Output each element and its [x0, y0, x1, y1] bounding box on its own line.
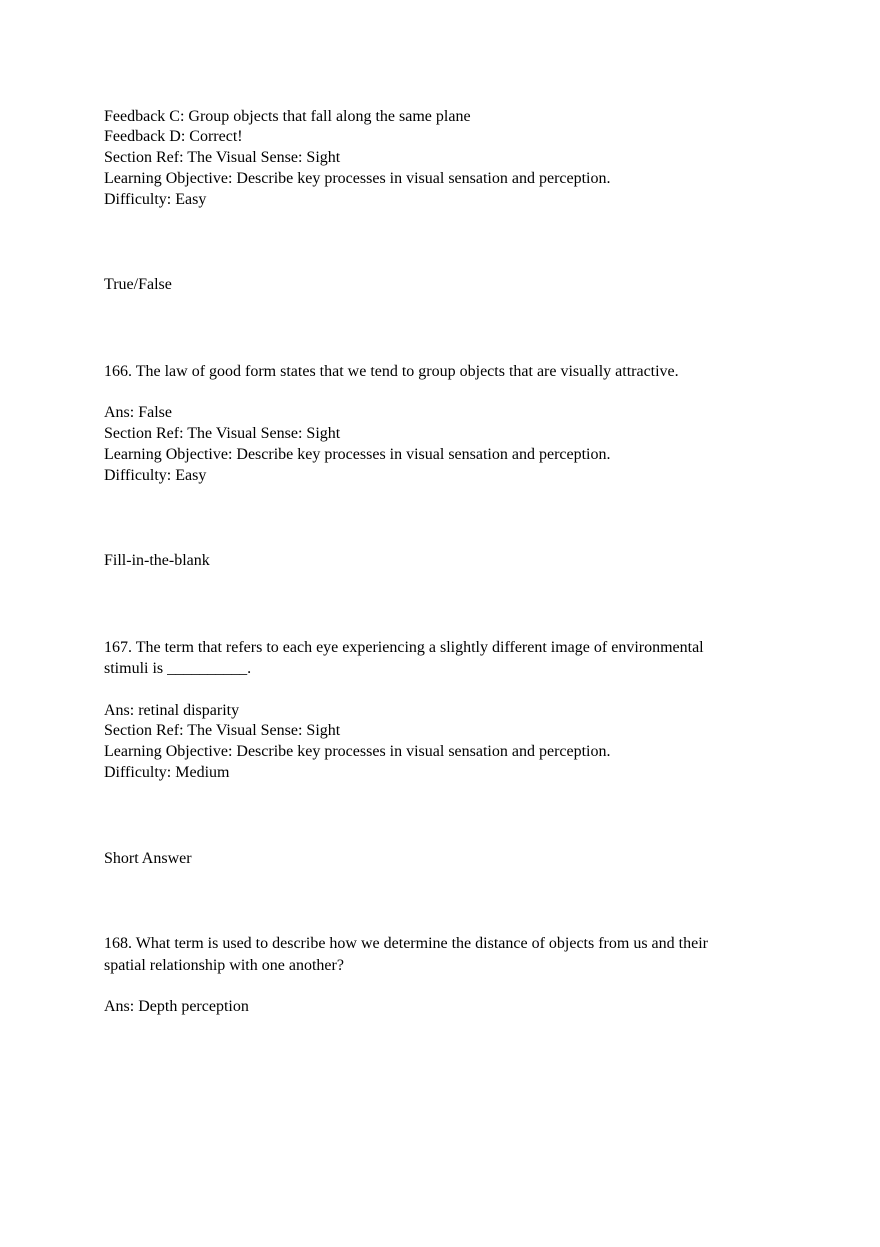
- question-168-answer: Ans: Depth perception: [104, 998, 249, 1015]
- question-166-answer: Ans: False: [104, 404, 172, 421]
- section-heading-true-false: True/False: [104, 276, 172, 293]
- feedback-d-text: Feedback D: Correct!: [104, 128, 243, 145]
- section-heading-short-answer: Short Answer: [104, 850, 192, 867]
- question-166-learning-objective: Learning Objective: Describe key processes in visual sensation and perception.: [104, 446, 611, 463]
- question-167-difficulty: Difficulty: Medium: [104, 764, 230, 781]
- question-166-text: 166. The law of good form states that we tend to group objects that are visually attractive.: [104, 363, 679, 380]
- question-168-text-line2: spatial relationship with one another?: [104, 957, 344, 974]
- question-167-text-line2: stimuli is __________.: [104, 660, 252, 677]
- learning-objective-text: Learning Objective: Describe key processes in visual sensation and perception.: [104, 170, 611, 187]
- section-ref-text: Section Ref: The Visual Sense: Sight: [104, 149, 341, 166]
- question-167-answer: Ans: retinal disparity: [104, 702, 240, 719]
- question-168-text-line1: 168. What term is used to describe how we determine the distance of objects from us and their: [104, 935, 708, 952]
- question-167-section-ref: Section Ref: The Visual Sense: Sight: [104, 722, 341, 739]
- feedback-c-text: Feedback C: Group objects that fall along the same plane: [104, 108, 471, 125]
- difficulty-text: Difficulty: Easy: [104, 191, 207, 208]
- section-heading-fill-in-the-blank: Fill-in-the-blank: [104, 552, 210, 569]
- question-167-learning-objective: Learning Objective: Describe key processes in visual sensation and perception.: [104, 743, 611, 760]
- question-166-section-ref: Section Ref: The Visual Sense: Sight: [104, 425, 341, 442]
- question-167-text-line1: 167. The term that refers to each eye experiencing a slightly different image of environmental: [104, 639, 704, 656]
- question-166-difficulty: Difficulty: Easy: [104, 467, 207, 484]
